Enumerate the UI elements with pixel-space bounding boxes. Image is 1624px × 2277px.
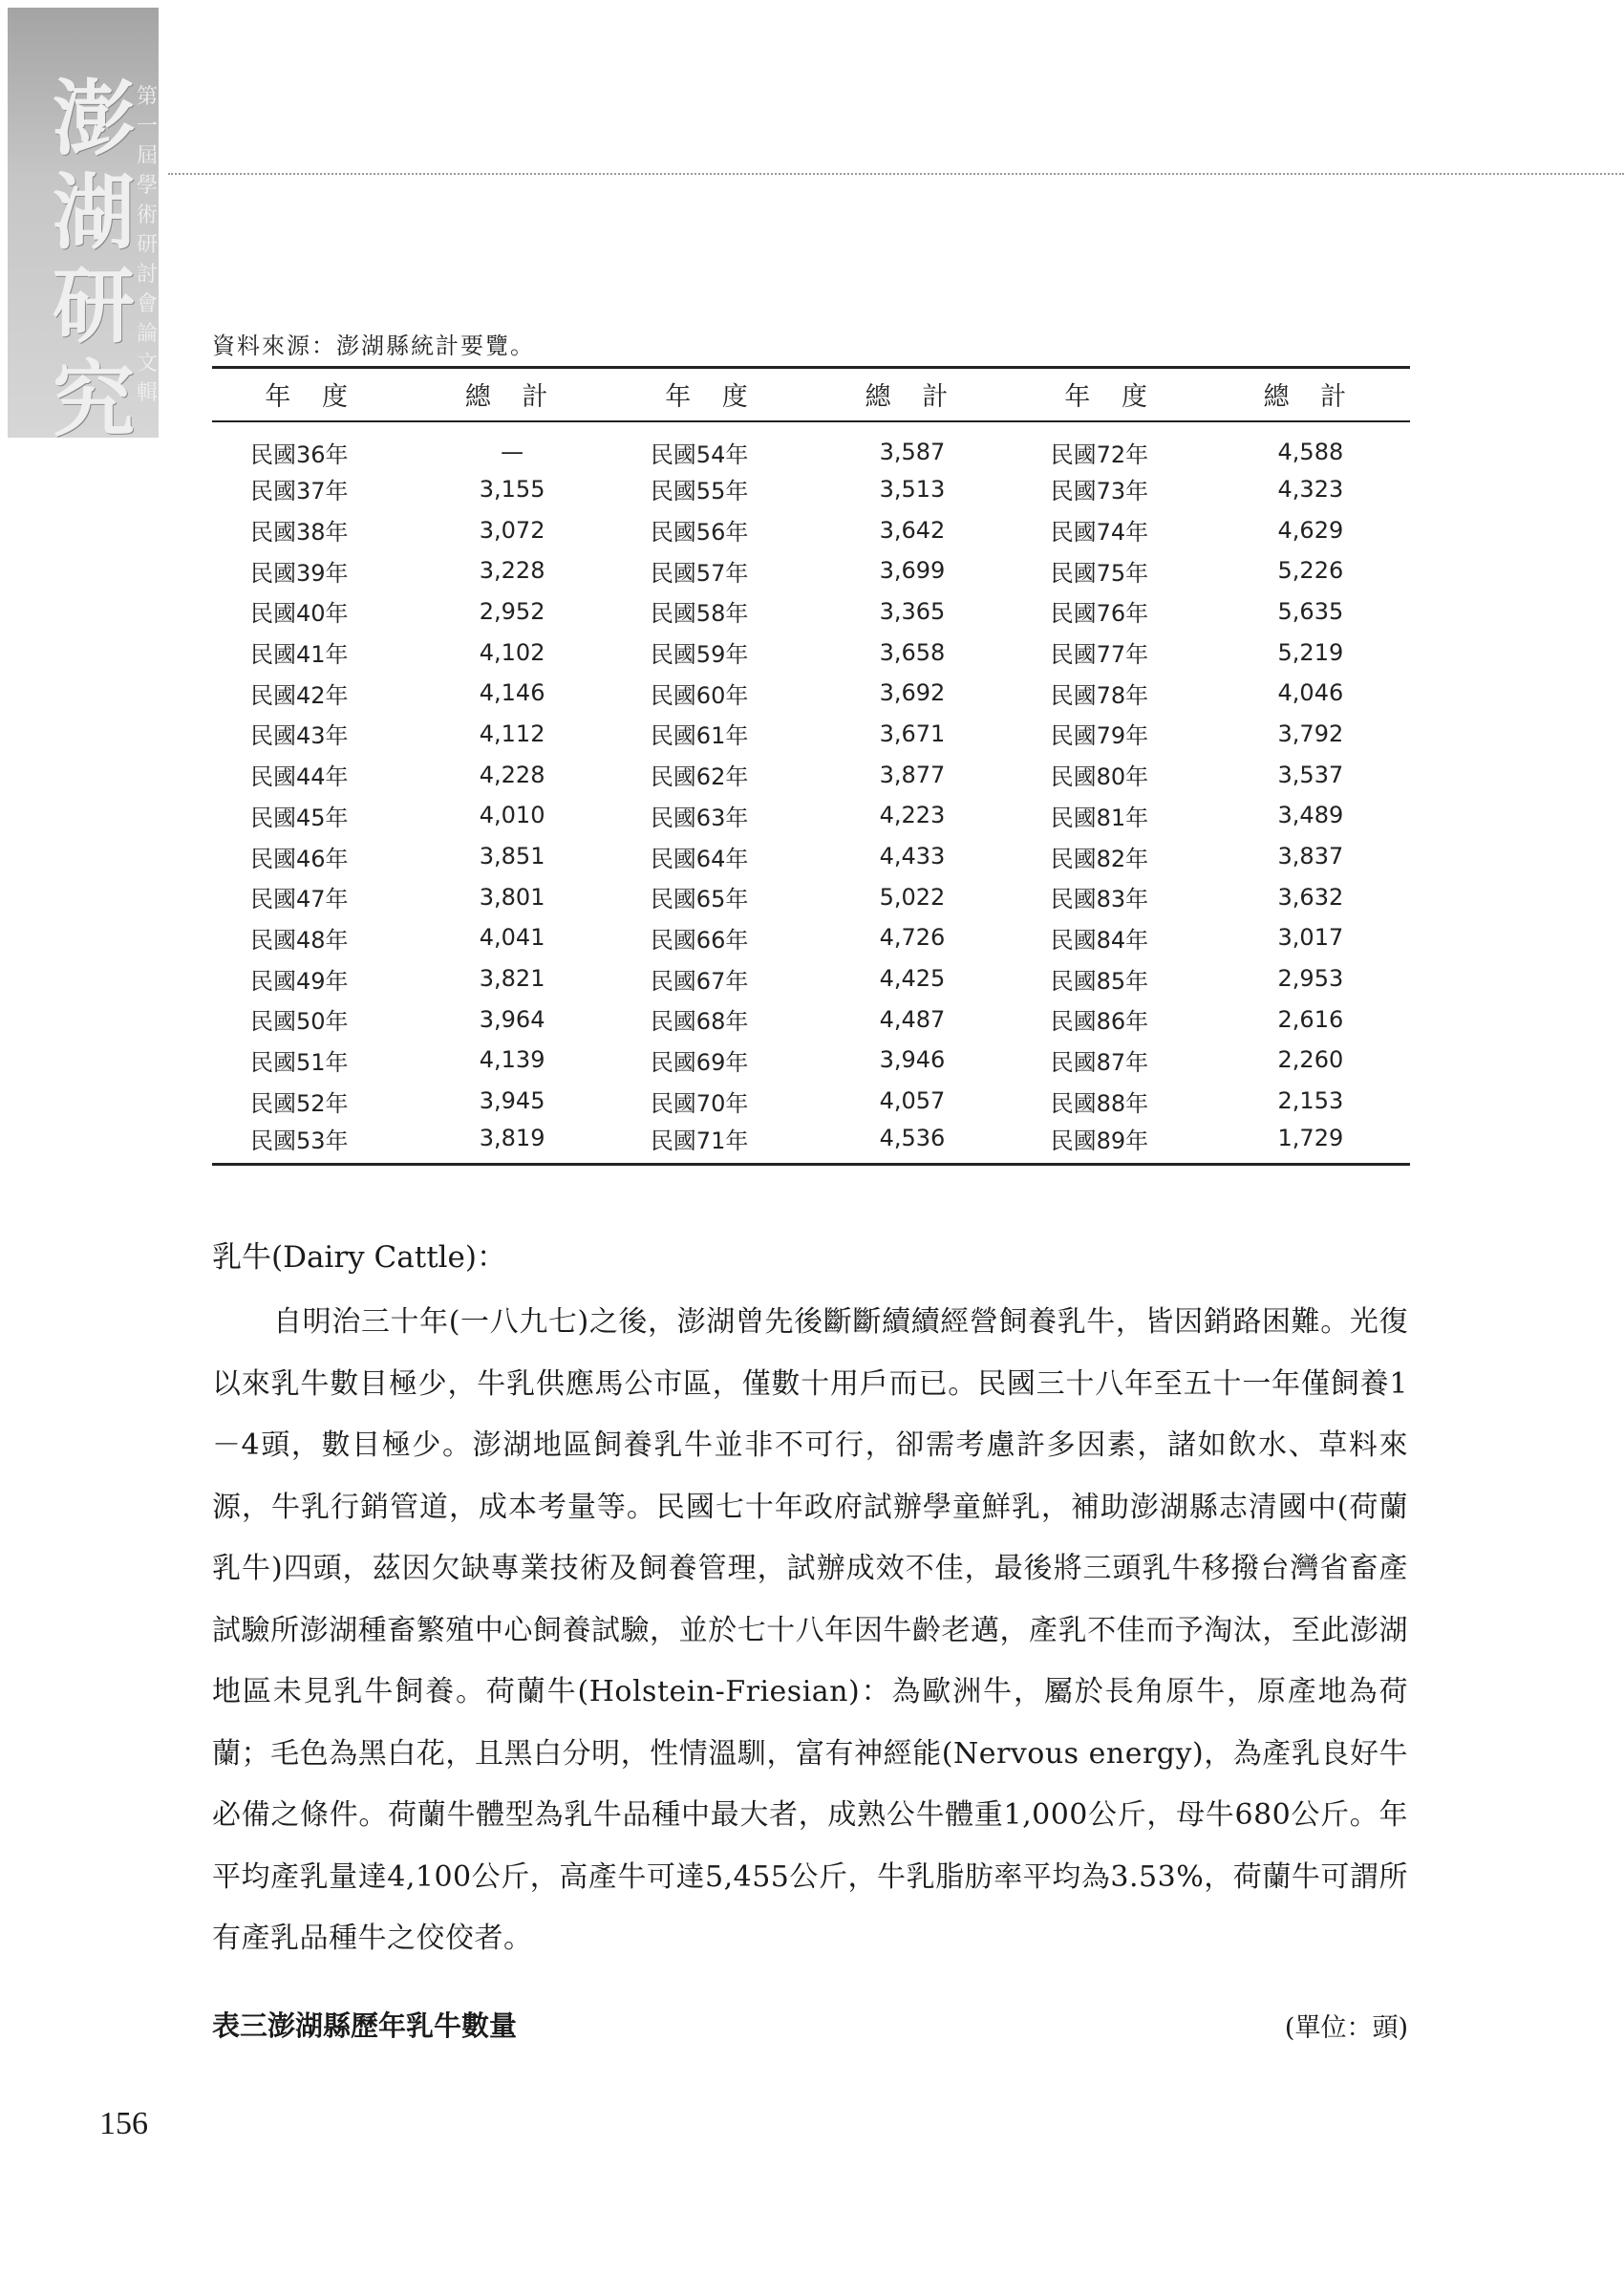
journal-subtitle-char: 屆: [136, 144, 158, 168]
header-total: 總 計: [812, 368, 1012, 421]
journal-subtitle-char: 術: [136, 204, 158, 227]
year-cell: 民國57年: [650, 559, 749, 587]
table-row: [212, 421, 1410, 469]
total-cell: 5,022: [879, 883, 946, 911]
total-cell: 4,433: [879, 843, 946, 870]
year-cell: 民國44年: [250, 763, 349, 791]
total-cell: 3,692: [879, 679, 946, 707]
journal-subtitle-char: 論: [136, 322, 158, 346]
journal-subtitle: [134, 82, 160, 408]
year-cell: 民國86年: [1050, 1008, 1149, 1036]
year-cell: 民國54年: [650, 440, 749, 468]
total-cell: 3,017: [1277, 924, 1344, 952]
total-cell: 2,953: [1277, 965, 1344, 993]
header-total: 總 計: [412, 368, 611, 421]
year-cell: 民國78年: [1050, 681, 1149, 709]
year-cell: 民國75年: [1050, 559, 1149, 587]
year-cell: 民國69年: [650, 1048, 749, 1076]
year-cell: 民國79年: [1050, 722, 1149, 750]
table-row: [212, 632, 1410, 673]
header-year: 年 度: [212, 368, 412, 421]
table-row: [212, 509, 1410, 550]
table-source-note: 資料來源：澎湖縣統計要覽。: [212, 333, 535, 359]
year-cell: 民國45年: [250, 804, 349, 831]
year-cell: 民國63年: [650, 804, 749, 831]
total-cell: 3,365: [879, 597, 946, 625]
total-cell: 4,487: [879, 1005, 946, 1033]
total-cell: 4,146: [479, 679, 545, 707]
year-cell: 民國39年: [250, 559, 349, 587]
table-row: [212, 754, 1410, 795]
total-cell: 3,155: [479, 475, 545, 503]
total-cell: 3,877: [879, 761, 946, 788]
total-cell: 4,041: [479, 924, 545, 952]
year-cell: 民國41年: [250, 641, 349, 669]
total-cell: 3,489: [1277, 802, 1344, 829]
total-cell: 4,536: [812, 1122, 1012, 1165]
total-cell: 3,671: [879, 720, 946, 747]
table-row: [212, 1081, 1410, 1122]
total-cell: 4,057: [879, 1087, 946, 1115]
total-cell: 3,821: [479, 965, 545, 993]
year-cell: 民國59年: [650, 641, 749, 669]
year-cell: 民國80年: [1050, 763, 1149, 791]
year-cell: 民國81年: [1050, 804, 1149, 831]
section-heading: 乳牛(Dairy Cattle)：: [212, 1240, 507, 1275]
table-row: [212, 958, 1410, 999]
total-cell: 3,513: [879, 475, 946, 503]
table-row: [212, 591, 1410, 633]
total-cell: 4,046: [1277, 679, 1344, 707]
total-cell: 3,699: [879, 557, 946, 585]
total-cell: 4,425: [879, 965, 946, 993]
journal-subtitle-char: 第: [136, 85, 158, 109]
year-cell: 民國89年: [1013, 1122, 1211, 1165]
year-cell: 民國72年: [1050, 440, 1149, 468]
table-row: [212, 999, 1410, 1040]
total-cell: 5,219: [1277, 638, 1344, 666]
year-cell: 民國76年: [1050, 600, 1149, 628]
journal-subtitle-char: 研: [136, 233, 158, 257]
year-cell: 民國73年: [1050, 478, 1149, 505]
total-cell: 4,102: [479, 638, 545, 666]
journal-title: [50, 73, 138, 447]
year-cell: 民國83年: [1050, 886, 1149, 913]
year-cell: 民國50年: [250, 1008, 349, 1036]
year-cell: 民國48年: [250, 926, 349, 954]
year-cell: 民國61年: [650, 722, 749, 750]
year-cell: 民國37年: [250, 478, 349, 505]
year-cell: 民國64年: [650, 845, 749, 872]
year-cell: 民國84年: [1050, 926, 1149, 954]
total-cell: 4,010: [479, 802, 545, 829]
total-cell: 4,629: [1277, 516, 1344, 544]
year-cell: 民國49年: [250, 967, 349, 995]
year-cell: 民國55年: [650, 478, 749, 505]
year-cell: 民國60年: [650, 681, 749, 709]
table-row: [212, 795, 1410, 836]
unit-note: (單位：頭): [1284, 2013, 1408, 2043]
total-cell: 3,072: [479, 516, 545, 544]
total-cell: 3,537: [1277, 761, 1344, 788]
year-cell: 民國85年: [1050, 967, 1149, 995]
journal-title-char: 究: [53, 352, 135, 448]
year-cell: 民國38年: [250, 519, 349, 547]
table-row: [212, 1040, 1410, 1081]
header-year: 年 度: [612, 368, 812, 421]
year-cell: 民國47年: [250, 886, 349, 913]
year-cell: 民國77年: [1050, 641, 1149, 669]
year-cell: 民國58年: [650, 600, 749, 628]
journal-subtitle-char: 學: [136, 174, 158, 198]
header-dotted-rule: [168, 173, 1624, 175]
total-cell: —: [501, 439, 524, 465]
journal-subtitle-char: 會: [136, 292, 158, 316]
year-cell: 民國67年: [650, 967, 749, 995]
total-cell: 4,223: [879, 802, 946, 829]
year-cell: 民國62年: [650, 763, 749, 791]
total-cell: 4,228: [479, 761, 545, 788]
journal-side-tab: [8, 8, 159, 448]
year-cell: 民國71年: [612, 1122, 812, 1165]
year-cell: 民國51年: [250, 1048, 349, 1076]
year-cell: 民國40年: [250, 600, 349, 628]
total-cell: 2,260: [1277, 1046, 1344, 1074]
year-cell: 民國36年: [250, 440, 349, 468]
total-cell: 3,819: [412, 1122, 611, 1165]
total-cell: 3,658: [879, 638, 946, 666]
year-cell: 民國88年: [1050, 1089, 1149, 1117]
year-cell: 民國68年: [650, 1008, 749, 1036]
total-cell: 5,635: [1277, 597, 1344, 625]
year-cell: 民國56年: [650, 519, 749, 547]
total-cell: 3,964: [479, 1005, 545, 1033]
total-cell: 4,323: [1277, 475, 1344, 503]
total-cell: 3,851: [479, 843, 545, 870]
table-caption: 表三澎湖縣歷年乳牛數量: [212, 2009, 518, 2042]
journal-title-char: 研: [53, 258, 135, 354]
total-cell: 5,226: [1277, 557, 1344, 585]
year-cell: 民國43年: [250, 722, 349, 750]
total-cell: 4,112: [479, 720, 545, 747]
total-cell: 3,946: [879, 1046, 946, 1074]
journal-subtitle-char: 文: [136, 352, 158, 376]
year-cell: 民國66年: [650, 926, 749, 954]
total-cell: 4,139: [479, 1046, 545, 1074]
table-row: [212, 673, 1410, 714]
year-cell: 民國82年: [1050, 845, 1149, 872]
body-paragraph: 自明治三十年(一八九七)之後，澎湖曾先後斷斷續續經營飼養乳牛，皆因銷路困難。光復以來乳牛數目極少，牛乳供應馬公市區，僅數十用戶而已。民國三十八年至五十一年僅飼養1－4頭，數目極少。澎湖地區飼養乳牛並非不可行，卻需考慮許多因素，諸如飲水、草料來源，牛乳行銷管道，成本考量等。民國七十年政府試辦學童鮮乳，補助澎湖縣志清國中(荷蘭乳牛)四頭，茲因欠缺專業技術及飼養管理，試辦成效不佳，最後將三頭乳牛移撥台灣省畜產試驗所澎湖種畜繁殖中心飼養試驗，並於七十八年因牛齡老邁，產乳不佳而予淘汰，至此澎湖地區未見乳牛飼養。荷蘭牛(Holstein-Friesian)：為歐洲牛，屬於長角原牛，原產地為荷蘭；毛色為黑白花，且黑白分明，性情溫馴，富有神經能(Nervous energy)，為產乳良好牛必備之條件。荷蘭牛體型為乳牛品種中最大者，成熟公牛體重1,000公斤，母牛680公斤。年平均產乳量達4,100公斤，高產牛可達5,455公斤，牛乳脂肪率平均為3.53%，荷蘭牛可謂所有產乳品種牛之佼佼者。: [212, 1305, 1408, 1955]
table-row: [212, 836, 1410, 877]
total-cell: 3,945: [479, 1087, 545, 1115]
total-cell: 3,837: [1277, 843, 1344, 870]
journal-title-char: 澎: [53, 71, 135, 167]
journal-title-char: 湖: [53, 164, 135, 261]
table-row: [212, 876, 1410, 917]
total-cell: 3,632: [1277, 883, 1344, 911]
year-cell: 民國74年: [1050, 519, 1149, 547]
total-cell: 3,587: [879, 439, 946, 465]
livestock-totals-table: [212, 366, 1410, 1166]
total-cell: 4,588: [1277, 439, 1344, 465]
total-cell: 2,952: [479, 597, 545, 625]
total-cell: 3,642: [879, 516, 946, 544]
table-row: [212, 917, 1410, 958]
year-cell: 民國53年: [212, 1122, 412, 1165]
table-row: [212, 714, 1410, 755]
header-total: 總 計: [1211, 368, 1410, 421]
table-row: [212, 550, 1410, 591]
table-header-row: [212, 368, 1410, 421]
page-number: 156: [99, 2106, 148, 2141]
year-cell: 民國42年: [250, 681, 349, 709]
year-cell: 民國65年: [650, 886, 749, 913]
total-cell: 2,616: [1277, 1005, 1344, 1033]
total-cell: 3,792: [1277, 720, 1344, 747]
total-cell: 3,801: [479, 883, 545, 911]
table-row: [212, 469, 1410, 510]
journal-subtitle-char: 討: [136, 263, 158, 287]
year-cell: 民國46年: [250, 845, 349, 872]
year-cell: 民國52年: [250, 1089, 349, 1117]
total-cell: 2,153: [1277, 1087, 1344, 1115]
year-cell: 民國87年: [1050, 1048, 1149, 1076]
journal-subtitle-char: 一: [136, 115, 158, 139]
journal-subtitle-char: 輯: [136, 381, 158, 405]
header-year: 年 度: [1013, 368, 1211, 421]
total-cell: 4,726: [879, 924, 946, 952]
year-cell: 民國70年: [650, 1089, 749, 1117]
total-cell: 1,729: [1211, 1122, 1410, 1165]
table-row: [212, 1122, 1410, 1165]
total-cell: 3,228: [479, 557, 545, 585]
